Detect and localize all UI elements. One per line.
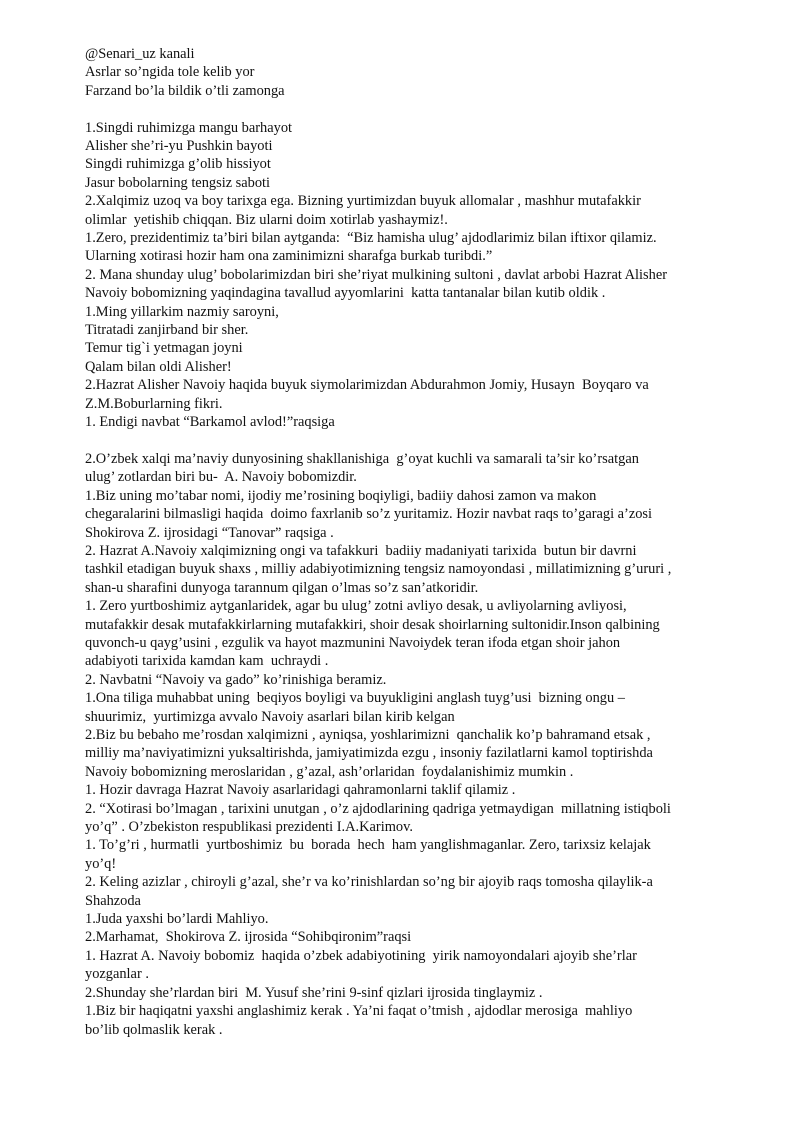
text-line: Farzand bo’la bildik o’tli zamonga	[85, 82, 285, 99]
text-line: 1. To’g’ri , hurmatli yurtboshimiz bu borada hech ham yanglishmaganlar. Zero, tarixsiz kelajak	[85, 837, 651, 854]
text-line: yo’q” . O’zbekiston respublikasi prezidenti I.A.Karimov.	[85, 819, 413, 836]
text-line: milliy ma’naviyatimizni yuksaltirishda, jamiyatimizda ezgu , insoniy fazilatlarni kamol toptirishda	[85, 745, 653, 762]
text-line: 1.Biz bir haqiqatni yaxshi anglashimiz kerak . Ya’ni faqat o’tmish , ajdodlar merosiga mahliyo	[85, 1003, 633, 1020]
text-line: mutafakkir desak mutafakkirlarning mutafakkiri, shoir desak shoirlarning sultonidir.Inson qalbining	[85, 616, 660, 633]
text-line: 2.Biz bu bebaho me’rosdan xalqimizni , ayniqsa, yoshlarimizni qanchalik ko’p bahramand etsak ,	[85, 727, 651, 743]
text-line: 2.Xalqimiz uzoq va boy tarixga ega. Bizning yurtimizdan buyuk allomalar , mashhur mutafakkir	[85, 193, 641, 210]
text-line: 1.Juda yaxshi bo’lardi Mahliyo.	[85, 911, 269, 928]
text-line: Navoiy bobomizning meroslaridan , g’azal, ash’orlaridan foydalanishimiz mumkin .	[85, 763, 574, 780]
text-line: 2. Keling azizlar , chiroyli g’azal, she’r va ko’rinishlardan so’ng bir ajoyib raqs tomosha qilaylik-a	[85, 874, 653, 891]
text-line: 1.Ming yillarkim nazmiy saroyni,	[85, 303, 279, 320]
text-line: 2.Hazrat Alisher Navoiy haqida buyuk siymolarimizdan Abdurahmon Jomiy, Husayn Boyqaro va	[85, 377, 649, 394]
text-line: ulug’ zotlardan biri bu- A. Navoiy bobomizdir.	[85, 469, 357, 486]
text-line: Navoiy bobomizning yaqindagina tavallud ayyomlarini katta tantanalar bilan kutib oldik .	[85, 285, 606, 302]
text-line: 1. Hozir davraga Hazrat Navoiy asarlaridagi qahramonlarni taklif qilamiz .	[85, 782, 516, 799]
text-line: bo’lib qolmaslik kerak .	[85, 1021, 223, 1038]
text-line: Ularning xotirasi hozir ham ona zaminimizni sharafga burkab turibdi.”	[85, 248, 493, 265]
text-line: 1. Hazrat A. Navoiy bobomiz haqida o’zbek adabiyotining yirik namoyondalari ajoyib she’rlar	[85, 947, 637, 964]
text-line: Shokirova Z. ijrosidagi “Tanovar” raqsiga .	[85, 524, 334, 541]
text-line: yo’q!	[85, 855, 117, 872]
text-line: 1.Singdi ruhimizga mangu barhayot	[85, 119, 293, 136]
text-line: Shahzoda	[85, 892, 141, 909]
text-line: Temur tig`i yetmagan joyni	[85, 340, 243, 357]
text-line: 1.Ona tiliga muhabbat uning beqiyos boyligi va buyukligini anglash tuyg’usi bizning ongu –	[85, 690, 625, 707]
text-line: adabiyoti tarixida kamdan kam uchraydi .	[85, 653, 329, 670]
text-line: @Senari_uz kanali	[85, 46, 195, 62]
text-line: olimlar yetishib chiqqan. Biz ularni doim xotirlab yashaymiz!.	[85, 211, 448, 228]
text-line: chegaralarini bilmasligi haqida doimo faxrlanib so’z yuritamiz. Hozir navbat raqs to’garagi a’zosi	[85, 506, 653, 523]
text-line: Titratadi zanjirband bir sher.	[85, 322, 249, 339]
text-line: Qalam bilan oldi Alisher!	[85, 358, 232, 375]
text-line: Asrlar so’ngida tole kelib yor	[85, 64, 255, 81]
text-line: 1. Zero yurtboshimiz aytganlaridek, agar bu ulug’ zotni avliyo desak, u avliyolarning avliyosi,	[85, 598, 627, 615]
text-line: 2.O’zbek xalqi ma’naviy dunyosining shakllanishiga g’oyat kuchli va samarali ta’sir ko’rsatgan	[85, 450, 639, 467]
text-line: shuurimiz, yurtimizga avvalo Navoiy asarlari bilan kirib kelgan	[85, 708, 455, 725]
blank-line	[85, 432, 760, 450]
text-line: 2.Marhamat, Shokirova Z. ijrosida “Sohibqironim”raqsi	[85, 929, 412, 946]
document-body	[85, 45, 760, 1039]
text-line: Jasur bobolarning tengsiz saboti	[85, 174, 271, 191]
text-line: 2. Navbatni “Navoiy va gado” ko’rinishiga beramiz.	[85, 671, 387, 688]
text-line: 2. Hazrat A.Navoiy xalqimizning ongi va tafakkuri badiiy madaniyati tarixida butun bir davrni	[85, 542, 637, 559]
blank-line	[85, 100, 760, 118]
text-line: 1.Biz uning mo’tabar nomi, ijodiy me’rosining boqiyligi, badiiy dahosi zamon va makon	[85, 487, 597, 504]
text-line: shan-u sharafini dunyoga tarannum qilgan o’lmas so’z san’atkoridir.	[85, 579, 479, 596]
text-line: tashkil etadigan buyuk shaxs , milliy adabiyotimizning tengsiz namoyondasi , millatimizning g’ururi ,	[85, 561, 672, 578]
text-line: Singdi ruhimizga g’olib hissiyot	[85, 156, 271, 173]
text-line: yozganlar .	[85, 966, 149, 983]
text-line: 1. Endigi navbat “Barkamol avlod!”raqsiga	[85, 414, 335, 431]
text-line: 2.Shunday she’rlardan biri M. Yusuf she’rini 9-sinf qizlari ijrosida tinglaymiz .	[85, 984, 543, 1001]
text-line: Z.M.Boburlarning fikri.	[85, 395, 223, 412]
text-line: 1.Zero, prezidentimiz ta’biri bilan aytganda: “Biz hamisha ulug’ ajdodlarimiz bilan iftixor qilamiz.	[85, 230, 657, 247]
text-line: quvonch-u qayg’usini , ezgulik va hayot mazmunini Navoiydek teran ifoda etgan shoir jahon	[85, 634, 621, 651]
text-line: 2. “Xotirasi bo’lmagan , tarixini unutgan , o’z ajdodlarining qadriga yetmaydigan millatning istiqboli	[85, 800, 671, 817]
text-line: 2. Mana shunday ulug’ bobolarimizdan biri she’riyat mulkining sultoni , davlat arbobi Hazrat Alisher	[85, 266, 668, 283]
text-line: Alisher she’ri-yu Pushkin bayoti	[85, 138, 273, 155]
